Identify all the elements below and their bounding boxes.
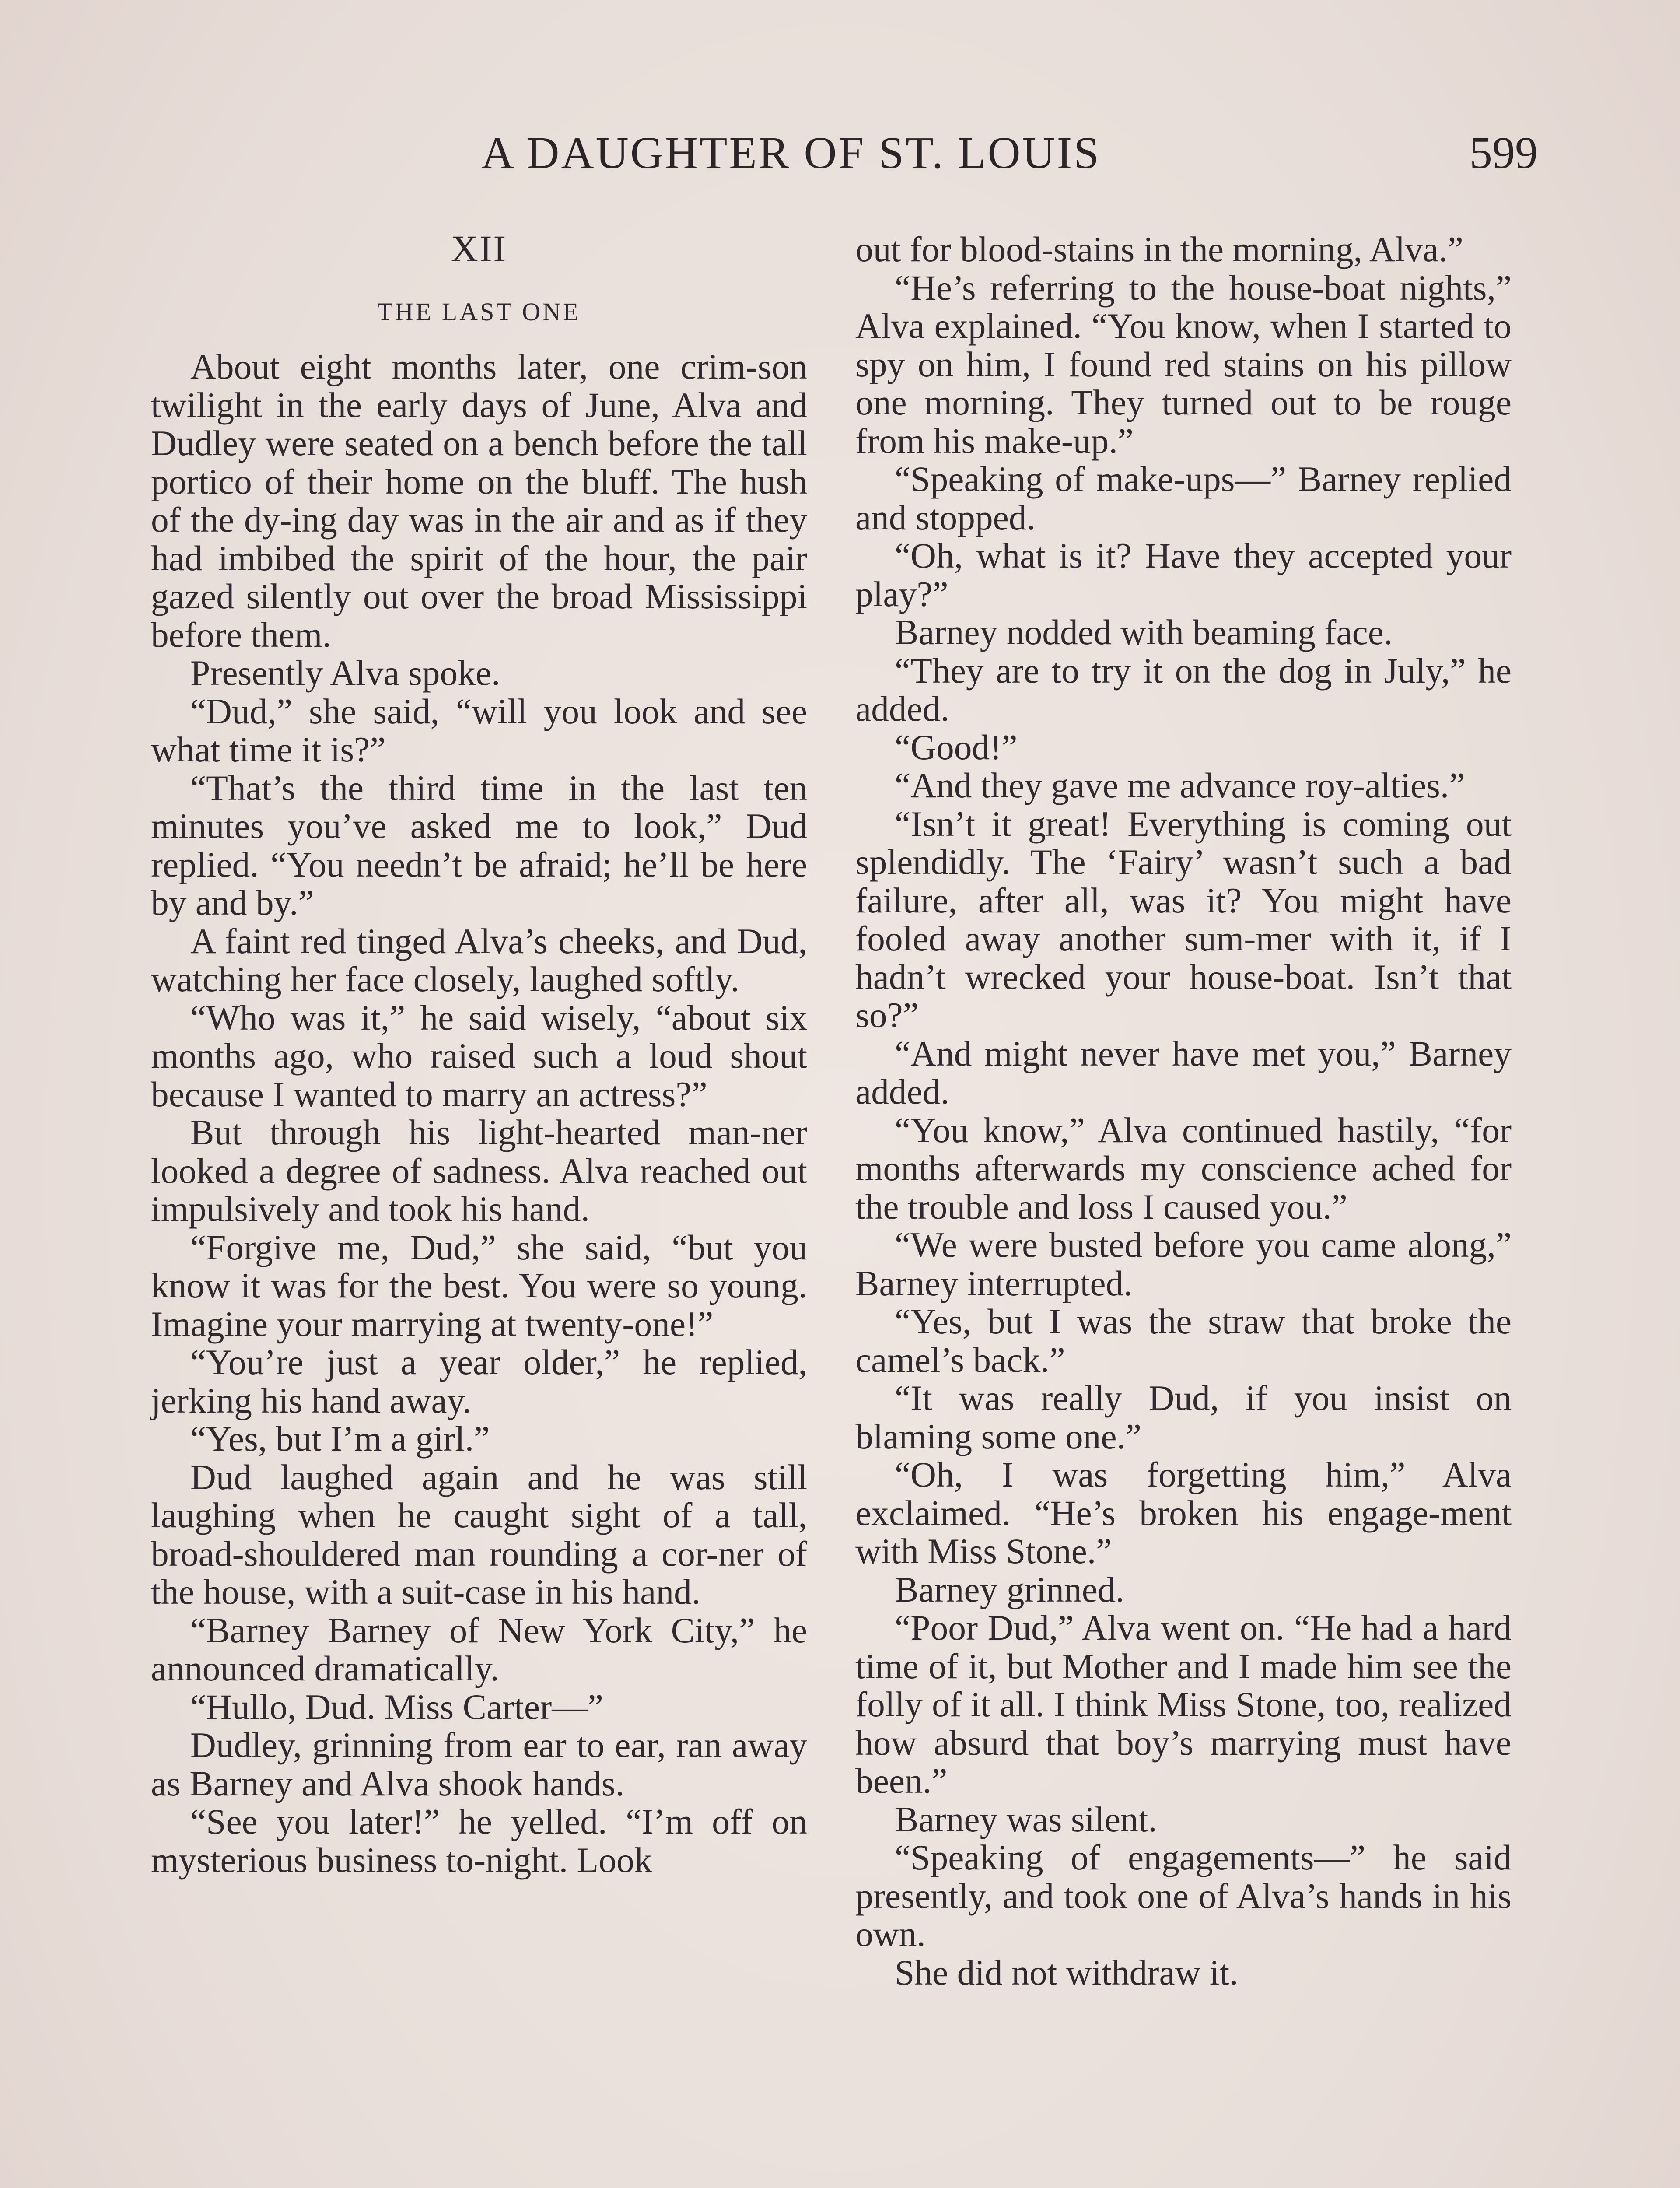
page-number: 599: [1470, 128, 1538, 178]
paragraph: “Forgive me, Dud,” she said, “but you know it was for the best. You were so young. Imagine your marrying at twenty-one!”: [151, 1227, 807, 1344]
paragraph: “Oh, I was forgetting him,” Alva exclaimed. “He’s broken his engage-ment with Miss Stone.”: [855, 1455, 1512, 1571]
paragraph: “And might never have met you,” Barney added.: [855, 1033, 1512, 1112]
left-column-body: [151, 347, 807, 1879]
paragraph: “Oh, what is it? Have they accepted your play?”: [855, 536, 1512, 614]
paragraph: “See you later!” he yelled. “I’m off on mysterious business to-night. Look: [151, 1802, 807, 1880]
paragraph: “Yes, but I was the straw that broke the camel’s back.”: [855, 1301, 1512, 1380]
paragraph: “Speaking of engagements—” he said presently, and took one of Alva’s hands in his own.: [855, 1837, 1512, 1954]
paragraph: Dudley, grinning from ear to ear, ran away as Barney and Alva shook hands.: [151, 1725, 807, 1803]
paragraph: “Dud,” she said, “will you look and see what time it is?”: [151, 691, 807, 769]
paragraph: Barney grinned.: [895, 1569, 1125, 1609]
paragraph: “Yes, but I’m a girl.”: [190, 1419, 490, 1459]
paragraph: She did not withdraw it.: [895, 1952, 1239, 1992]
paragraph: “That’s the third time in the last ten minutes you’ve asked me to look,” Dud replied. “You needn’t be afraid; he’ll be here by and by.”: [151, 768, 807, 922]
paragraph: About eight months later, one crim-son twilight in the early days of June, Alva and Dudley were seated on a bench before the tall portico of their home on the bluff. The hush of the dy-ing day was in the air and as if they had imbibed the spirit of the hour, the pair gazed silently out over the broad Mississippi before them.: [151, 347, 807, 655]
paragraph: But through his light-hearted man-ner looked a degree of sadness. Alva reached out impulsively and took his hand.: [151, 1112, 807, 1229]
paragraph: “Isn’t it great! Everything is coming out splendidly. The ‘Fairy’ wasn’t such a bad failure, after all, was it? You might have fooled away another sum-mer with it, if I hadn’t wrecked your house-boat. Isn’t that so?”: [855, 803, 1512, 1035]
paragraph: “You know,” Alva continued hastily, “for months afterwards my conscience ached for the trouble and loss I caused you.”: [855, 1110, 1512, 1227]
paragraph: “You’re just a year older,” he replied, jerking his hand away.: [151, 1342, 807, 1420]
paragraph: “Good!”: [895, 727, 1018, 767]
right-column: [855, 230, 1512, 1992]
paragraph: Barney nodded with beaming face.: [895, 612, 1393, 652]
paragraph: “Poor Dud,” Alva went on. “He had a hard time of it, but Mother and I made him see the folly of it all. I think Miss Stone, too, realized how absurd that boy’s marrying must have been.”: [855, 1608, 1512, 1801]
chapter-number: XII: [451, 228, 508, 270]
paragraph: “Speaking of make-ups—” Barney replied and stopped.: [855, 459, 1512, 537]
paragraph: “Barney Barney of New York City,” he announced dramatically.: [151, 1610, 807, 1688]
paragraph: “It was really Dud, if you insist on blaming some one.”: [855, 1378, 1512, 1456]
paragraph: out for blood-stains in the morning, Alva.”: [855, 229, 1463, 269]
paragraph: “We were busted before you came along,” Barney interrupted.: [855, 1225, 1512, 1303]
paragraph: A faint red tinged Alva’s cheeks, and Dud, watching her face closely, laughed softly.: [151, 921, 807, 999]
paragraph: “Who was it,” he said wisely, “about six months ago, who raised such a loud shout because I wanted to marry an actress?”: [151, 997, 807, 1114]
left-column: [151, 228, 807, 1879]
paragraph: Dud laughed again and he was still laughing when he caught sight of a tall, broad-shouldered man rounding a cor-ner of the house, with a suit-case in his hand.: [151, 1457, 807, 1612]
paragraph: “And they gave me advance roy-alties.”: [895, 765, 1465, 805]
paragraph: “They are to try it on the dog in July,” he added.: [855, 650, 1512, 729]
paragraph: Barney was silent.: [895, 1799, 1157, 1839]
right-column-body: [855, 230, 1512, 1992]
paragraph: “He’s referring to the house-boat nights,” Alva explained. “You know, when I started to spy on him, I found red stains on his pillow one morning. They turned out to be rouge from his make-up.”: [855, 267, 1512, 461]
paragraph: Presently Alva spoke.: [190, 653, 500, 693]
running-head-title: A DAUGHTER OF ST. LOUIS: [481, 128, 1101, 178]
paragraph: “Hullo, Dud. Miss Carter—”: [190, 1687, 603, 1727]
chapter-title: THE LAST ONE: [377, 298, 581, 326]
